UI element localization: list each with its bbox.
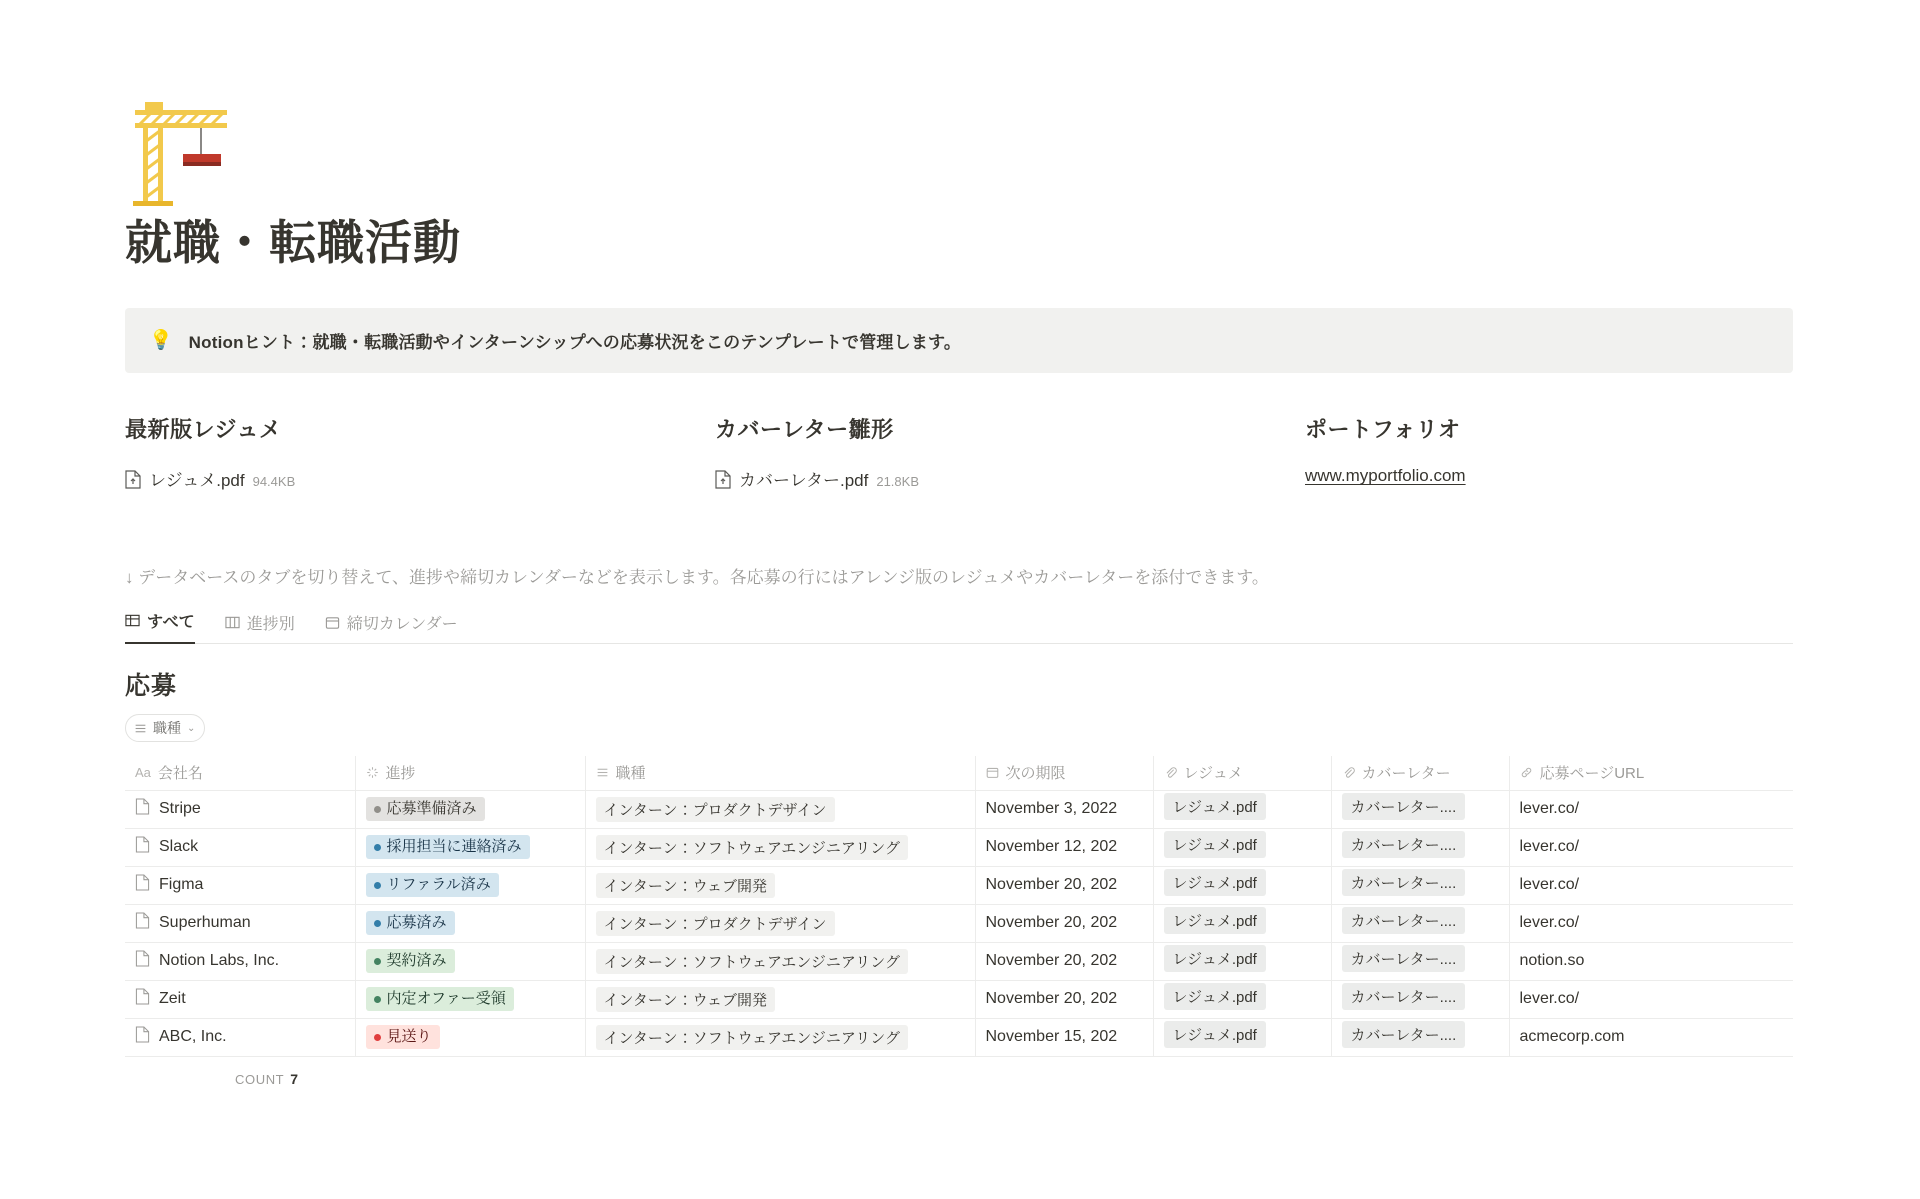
status-label: 契約済み: [386, 952, 447, 970]
calendar-icon: [986, 766, 999, 779]
job-type-chip: インターン：ソフトウェアエンジニアリング: [596, 835, 908, 860]
resume-file-size: 94.4KB: [252, 474, 296, 490]
cell-company[interactable]: [125, 828, 355, 866]
cell-company[interactable]: [125, 904, 355, 942]
due-date-text: November 20, 202: [985, 990, 1118, 1008]
chevron-down-icon: ⌄: [187, 722, 196, 734]
status-label: リファラル済み: [386, 876, 491, 894]
list-icon: [596, 766, 609, 779]
resume-file-name: レジュメ.pdf: [149, 471, 245, 491]
cell-application-url[interactable]: [1509, 790, 1793, 828]
filter-bar: [125, 714, 1795, 742]
crane-icon: [125, 98, 235, 208]
table-row[interactable]: [125, 980, 1793, 1018]
cover-letter-attachment[interactable]: カバーレター....: [1342, 907, 1466, 934]
database-tabs: [125, 604, 1793, 644]
notion-page: [0, 98, 1920, 1199]
list-icon: [134, 722, 147, 735]
status-dot: [374, 844, 381, 851]
column-header-job-type-label: 職種: [615, 765, 646, 783]
job-type-chip: インターン：プロダクトデザイン: [596, 797, 835, 822]
cell-cover-letter[interactable]: [1331, 942, 1509, 980]
portfolio-link[interactable]: www.myportfolio.com: [1305, 466, 1466, 486]
cell-job-type[interactable]: [585, 1018, 975, 1056]
cell-resume[interactable]: [1153, 904, 1331, 942]
hint-callout: [125, 308, 1793, 373]
cell-company[interactable]: [125, 980, 355, 1018]
cell-progress[interactable]: [355, 904, 585, 942]
cell-cover-letter[interactable]: [1331, 904, 1509, 942]
resume-attachment[interactable]: レジュメ.pdf: [1164, 983, 1266, 1010]
page-icon: [135, 1026, 150, 1048]
cover-letter-attachment[interactable]: カバーレター....: [1342, 983, 1466, 1010]
database-hint-text: ↓ データベースのタブを切り替えて、進捗や締切カレンダーなどを表示します。各応募の行にはアレンジ版のレジュメやカバーレターを添付できます。: [125, 568, 1269, 588]
application-url-text: notion.so: [1519, 952, 1585, 970]
column-header-application-url[interactable]: [1509, 756, 1793, 790]
resume-attachment[interactable]: レジュメ.pdf: [1164, 907, 1266, 934]
status-dot: [374, 882, 381, 889]
cover-letter-attachment[interactable]: カバーレター....: [1342, 1021, 1466, 1048]
cell-due-date[interactable]: [975, 1018, 1153, 1056]
column-header-due-date[interactable]: [975, 756, 1153, 790]
status-dot: [374, 806, 381, 813]
column-header-progress[interactable]: [355, 756, 585, 790]
cell-resume[interactable]: [1153, 980, 1331, 1018]
status-label: 応募準備済み: [386, 800, 477, 818]
cell-resume[interactable]: [1153, 866, 1331, 904]
column-heading-cover-letter: カバーレター雛形: [715, 417, 894, 443]
resume-attachment[interactable]: レジュメ.pdf: [1164, 793, 1266, 820]
cell-progress[interactable]: [355, 980, 585, 1018]
cell-cover-letter[interactable]: [1331, 1018, 1509, 1056]
status-dot: [374, 920, 381, 927]
due-date-text: November 15, 202: [985, 1028, 1118, 1046]
column-header-application-url-label: 応募ページURL: [1539, 765, 1645, 783]
status-dot: [374, 996, 381, 1003]
cell-progress[interactable]: [355, 866, 585, 904]
application-url-text: lever.co/: [1519, 876, 1580, 894]
cell-job-type[interactable]: [585, 790, 975, 828]
cell-company[interactable]: [125, 942, 355, 980]
row-count: [125, 1071, 1795, 1087]
status-badge: [366, 949, 455, 973]
tab-all-label: すべて: [147, 614, 195, 632]
title-type-icon: Aa: [135, 765, 151, 781]
link-icon: [1520, 766, 1533, 779]
company-name: ABC, Inc.: [159, 1028, 227, 1046]
calendar-icon: [325, 615, 340, 630]
cell-cover-letter[interactable]: [1331, 790, 1509, 828]
column-header-due-date-label: 次の期限: [1005, 765, 1066, 783]
table-row[interactable]: [125, 866, 1793, 904]
company-name: Notion Labs, Inc.: [159, 952, 280, 970]
cell-job-type[interactable]: [585, 980, 975, 1018]
cell-job-type[interactable]: [585, 866, 975, 904]
cell-resume[interactable]: [1153, 828, 1331, 866]
count-label: COUNT: [235, 1071, 285, 1087]
application-url-text: lever.co/: [1519, 990, 1580, 1008]
column-portfolio: [1305, 413, 1793, 491]
status-label: 内定オファー受領: [386, 990, 506, 1008]
table-row[interactable]: [125, 904, 1793, 942]
select-icon: [366, 766, 379, 779]
cell-due-date[interactable]: [975, 866, 1153, 904]
table-row[interactable]: [125, 942, 1793, 980]
table-icon: [125, 613, 140, 628]
cell-resume[interactable]: [1153, 942, 1331, 980]
resume-attachment[interactable]: レジュメ.pdf: [1164, 1021, 1266, 1048]
page-title: 就職・転職活動: [125, 216, 461, 269]
cover-letter-file[interactable]: [715, 466, 1305, 491]
cell-due-date[interactable]: [975, 904, 1153, 942]
cell-cover-letter[interactable]: [1331, 828, 1509, 866]
cover-letter-attachment[interactable]: カバーレター....: [1342, 831, 1466, 858]
cell-job-type[interactable]: [585, 942, 975, 980]
due-date-text: November 3, 2022: [985, 800, 1118, 818]
tab-deadline-calendar-label: 締切カレンダー: [346, 616, 458, 634]
filter-chip-label: 職種: [153, 720, 181, 737]
status-badge: [366, 1025, 440, 1049]
cover-letter-attachment[interactable]: カバーレター....: [1342, 945, 1466, 972]
column-header-progress-label: 進捗: [385, 765, 416, 783]
page-icon: [135, 836, 150, 858]
status-badge: [366, 835, 530, 859]
status-label: 採用担当に連絡済み: [386, 838, 522, 856]
status-label: 応募済み: [386, 914, 447, 932]
count-value: 7: [290, 1070, 299, 1087]
cell-due-date[interactable]: [975, 942, 1153, 980]
cell-application-url[interactable]: [1509, 1018, 1793, 1056]
job-type-chip: インターン：ソフトウェアエンジニアリング: [596, 1025, 908, 1050]
paperclip-icon: [1342, 766, 1355, 779]
cover-letter-attachment[interactable]: カバーレター....: [1342, 869, 1466, 896]
job-type-chip: インターン：プロダクトデザイン: [596, 911, 835, 936]
cell-job-type[interactable]: [585, 828, 975, 866]
page-icon: [135, 912, 150, 934]
pdf-file-icon: [715, 470, 731, 489]
cell-progress[interactable]: [355, 942, 585, 980]
cell-application-url[interactable]: [1509, 904, 1793, 942]
filter-chip-job-type[interactable]: [125, 714, 205, 742]
application-url-text: lever.co/: [1519, 838, 1580, 856]
cell-progress[interactable]: [355, 1018, 585, 1056]
due-date-text: November 12, 202: [985, 838, 1118, 856]
cell-progress[interactable]: [355, 790, 585, 828]
resume-file[interactable]: [125, 466, 715, 491]
cell-company[interactable]: [125, 1018, 355, 1056]
status-dot: [374, 958, 381, 965]
file-columns: [125, 413, 1793, 491]
status-badge: [366, 873, 499, 897]
company-name: Slack: [159, 838, 199, 856]
cell-application-url[interactable]: [1509, 828, 1793, 866]
table-body: [125, 790, 1793, 1056]
column-heading-resume: 最新版レジュメ: [125, 417, 282, 443]
resume-attachment[interactable]: レジュメ.pdf: [1164, 869, 1266, 896]
status-badge: [366, 987, 514, 1011]
status-badge: [366, 797, 485, 821]
job-type-chip: インターン：ウェブ開発: [596, 987, 776, 1012]
applications-table: [125, 756, 1793, 1057]
cover-letter-attachment[interactable]: カバーレター....: [1342, 793, 1466, 820]
tab-by-progress-label: 進捗別: [246, 616, 295, 634]
column-header-cover-letter-label: カバーレター: [1361, 765, 1451, 783]
table-row[interactable]: [125, 828, 1793, 866]
company-name: Figma: [159, 876, 204, 894]
database-title: 応募: [125, 672, 178, 701]
paperclip-icon: [1164, 766, 1177, 779]
cell-due-date[interactable]: [975, 980, 1153, 1018]
application-url-text: lever.co/: [1519, 914, 1580, 932]
status-badge: [366, 911, 455, 935]
page-icon: [135, 950, 150, 972]
cell-application-url[interactable]: [1509, 980, 1793, 1018]
due-date-text: November 20, 202: [985, 876, 1118, 894]
callout-text: Notionヒント：就職・転職活動やインターンシップへの応募状況をこのテンプレートで管理します。: [188, 333, 962, 353]
column-heading-portfolio: ポートフォリオ: [1305, 417, 1461, 443]
cell-resume[interactable]: [1153, 790, 1331, 828]
company-name: Stripe: [159, 800, 201, 818]
company-name: Superhuman: [159, 914, 251, 932]
cell-cover-letter[interactable]: [1331, 980, 1509, 1018]
column-resume: [125, 413, 715, 491]
cell-resume[interactable]: [1153, 1018, 1331, 1056]
pdf-file-icon: [125, 470, 141, 489]
column-header-company[interactable]: [125, 756, 355, 790]
cell-job-type[interactable]: [585, 904, 975, 942]
page-icon: [135, 988, 150, 1010]
status-dot: [374, 1034, 381, 1041]
status-label: 見送り: [386, 1028, 432, 1046]
job-type-chip: インターン：ソフトウェアエンジニアリング: [596, 949, 908, 974]
cell-due-date[interactable]: [975, 790, 1153, 828]
cell-progress[interactable]: [355, 828, 585, 866]
cell-application-url[interactable]: [1509, 866, 1793, 904]
cell-due-date[interactable]: [975, 828, 1153, 866]
column-cover-letter: [715, 413, 1305, 491]
table-header-row: [125, 756, 1793, 790]
application-url-text: acmecorp.com: [1519, 1028, 1625, 1046]
cell-company[interactable]: [125, 866, 355, 904]
due-date-text: November 20, 202: [985, 952, 1118, 970]
column-header-cover-letter[interactable]: [1331, 756, 1509, 790]
table-row[interactable]: [125, 1018, 1793, 1056]
tab-by-progress[interactable]: [225, 611, 295, 644]
cell-company[interactable]: [125, 790, 355, 828]
cover-letter-file-name: カバーレター.pdf: [739, 471, 869, 491]
page-icon: [135, 874, 150, 896]
resume-attachment[interactable]: レジュメ.pdf: [1164, 831, 1266, 858]
tab-deadline-calendar[interactable]: [325, 611, 458, 644]
tab-all[interactable]: [125, 609, 195, 644]
company-name: Zeit: [159, 990, 186, 1008]
board-icon: [225, 615, 240, 630]
cover-letter-file-size: 21.8KB: [876, 474, 919, 490]
cell-application-url[interactable]: [1509, 942, 1793, 980]
column-header-resume[interactable]: [1153, 756, 1331, 790]
page-icon: [135, 798, 150, 820]
cell-cover-letter[interactable]: [1331, 866, 1509, 904]
job-type-chip: インターン：ウェブ開発: [596, 873, 776, 898]
column-header-resume-label: レジュメ: [1183, 765, 1243, 783]
column-header-job-type[interactable]: [585, 756, 975, 790]
due-date-text: November 20, 202: [985, 914, 1118, 932]
column-header-company-label: 会社名: [157, 765, 203, 783]
application-url-text: lever.co/: [1519, 800, 1580, 818]
resume-attachment[interactable]: レジュメ.pdf: [1164, 945, 1266, 972]
table-row[interactable]: [125, 790, 1793, 828]
lightbulb-icon: 💡: [149, 330, 173, 352]
